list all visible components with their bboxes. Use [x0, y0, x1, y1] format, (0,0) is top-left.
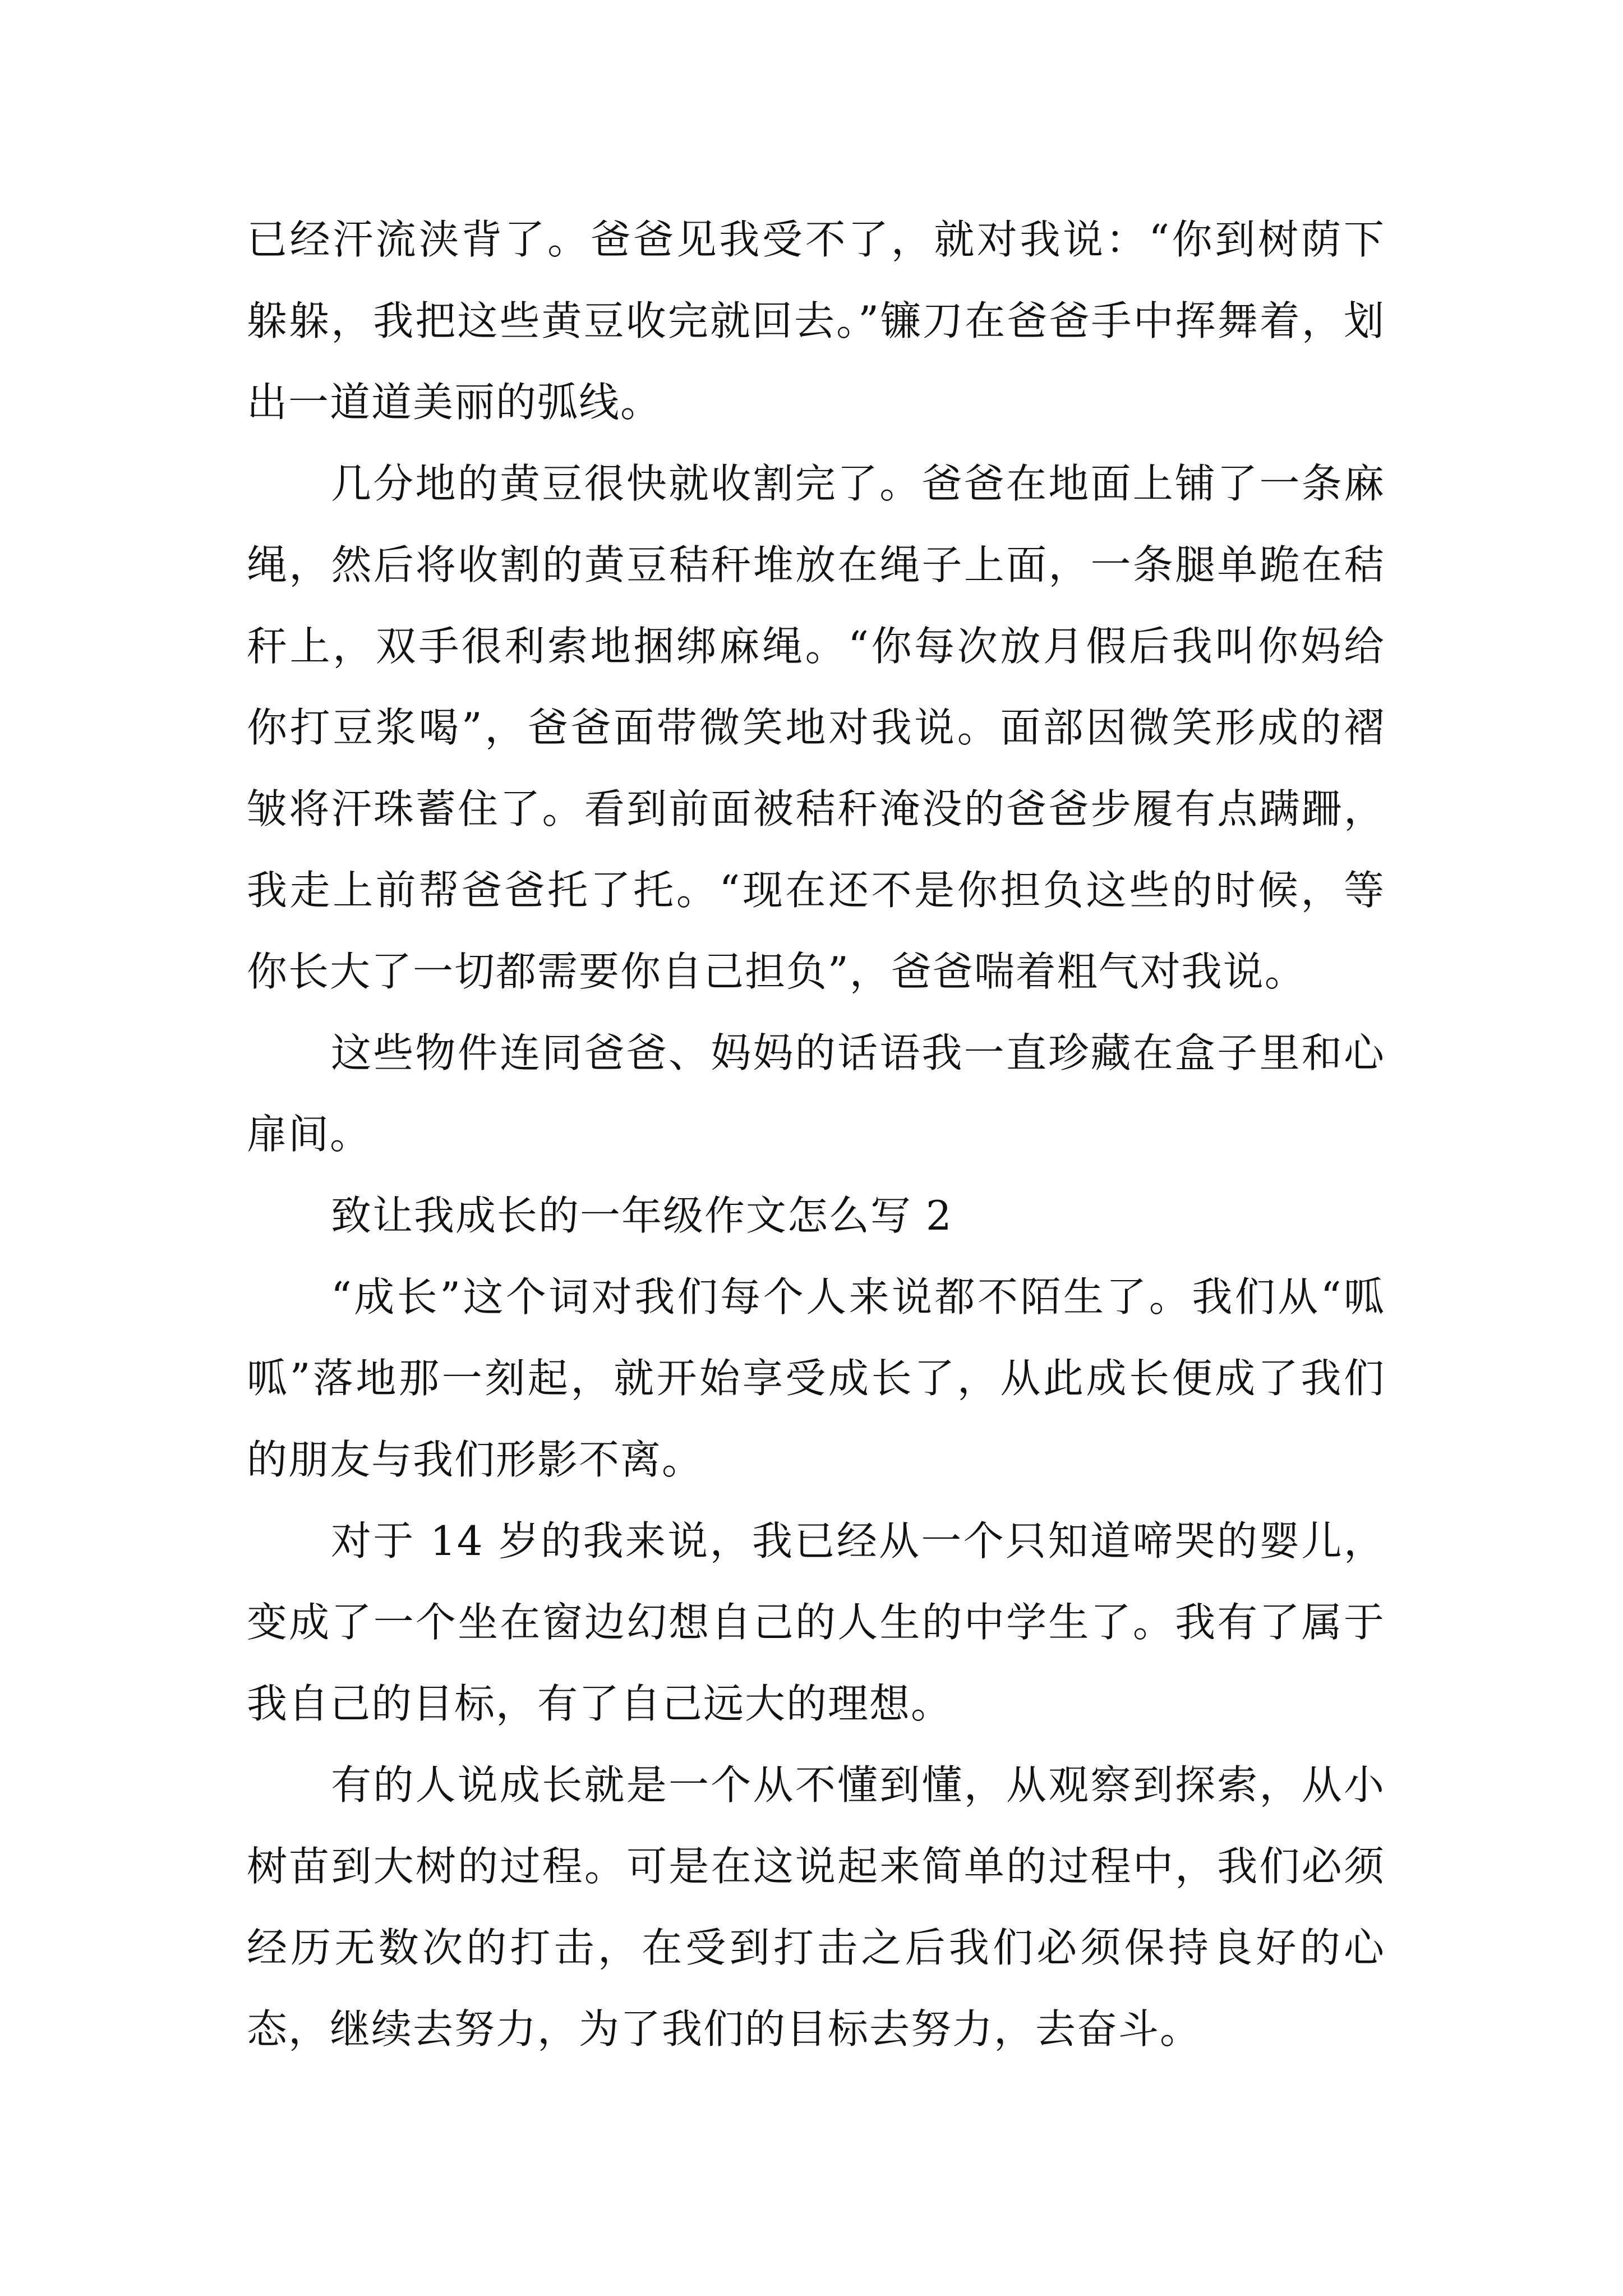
paragraph: “成长”这个词对我们每个人来说都不陌生了。我们从“呱呱”落地那一刻起，就开始享受成长了，从此成长便成了我们的朋友与我们形影不离。 [247, 1273, 1385, 1483]
document-body [247, 199, 1385, 2070]
paragraph: 有的人说成长就是一个从不懂到懂，从观察到探索，从小树苗到大树的过程。可是在这说起来简单的过程中，我们必须经历无数次的打击，在受到打击之后我们必须保持良好的心态，继续去努力，为了我们的目标去努力，去奋斗。 [247, 1761, 1385, 2053]
section-heading: 致让我成长的一年级作文怎么写 2 [331, 1192, 953, 1239]
paragraph: 对于 14 岁的我来说，我已经从一个只知道啼哭的婴儿，变成了一个坐在窗边幻想自己的人生的中学生了。我有了属于我自己的目标，有了自己远大的理想。 [247, 1517, 1385, 1727]
paragraph: 几分地的黄豆很快就收割完了。爸爸在地面上铺了一条麻绳，然后将收割的黄豆秸秆堆放在绳子上面，一条腿单跪在秸秆上，双手很利索地捆绑麻绳。“你每次放月假后我叫你妈给你打豆浆喝”，爸爸面带微笑地对我说。面部因微笑形成的褶皱将汗珠蓄住了。看到前面被秸秆淹没的爸爸步履有点蹒跚，我走上前帮爸爸托了托。“现在还不是你担负这些的时候，等你长大了一切都需要你自己担负”，爸爸喘着粗气对我说。 [247, 460, 1385, 995]
paragraph: 已经汗流浃背了。爸爸见我受不了，就对我说：“你到树荫下躲躲，我把这些黄豆收完就回去。”镰刀在爸爸手中挥舞着，划出一道道美丽的弧线。 [247, 216, 1385, 426]
paragraph: 这些物件连同爸爸、妈妈的话语我一直珍藏在盒子里和心扉间。 [247, 1029, 1385, 1158]
